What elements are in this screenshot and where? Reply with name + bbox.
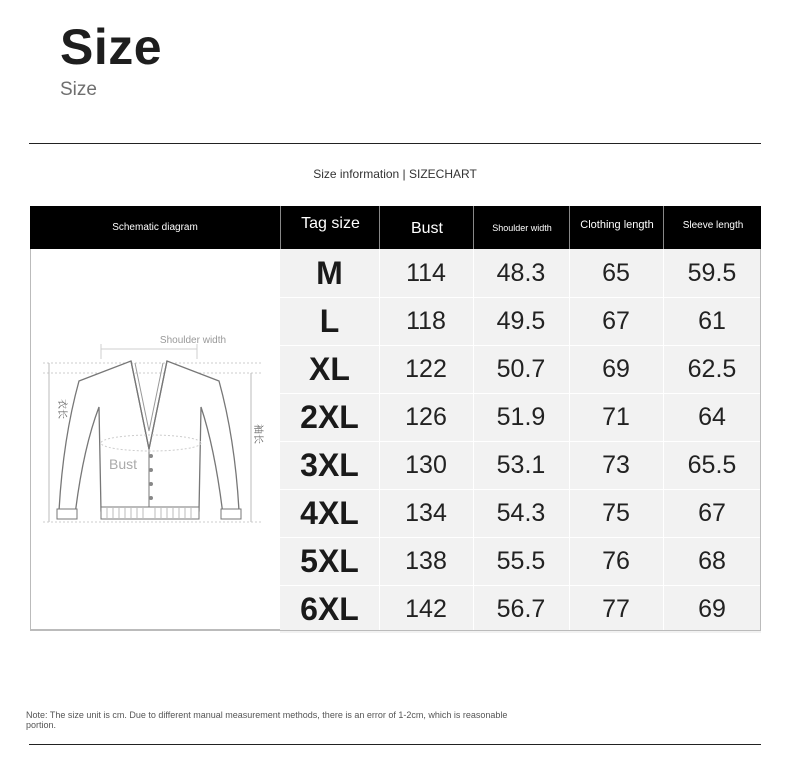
measurement-cell: 130	[405, 450, 447, 479]
tag-size-cell: XL	[309, 350, 350, 387]
row-divider	[280, 297, 761, 298]
column-divider	[379, 249, 380, 631]
column-header-bust: Bust	[379, 206, 474, 250]
table-row	[280, 249, 761, 297]
measurement-cell: 73	[602, 450, 630, 479]
size-table-body	[280, 249, 761, 631]
table-header	[30, 206, 761, 249]
bust-label: Bust	[109, 456, 138, 472]
measurement-cell: 65.5	[687, 450, 737, 479]
measurement-cell: 51.9	[496, 402, 546, 431]
tag-size-cell: M	[316, 254, 343, 291]
schematic-diagram	[30, 249, 281, 630]
tag-size-cell: 3XL	[300, 446, 359, 483]
column-header-shoulder-width: Shoulder width	[473, 206, 570, 249]
measurement-cell: 55.5	[496, 546, 546, 575]
measurement-cell: 76	[602, 546, 630, 575]
section-caption: Size information | SIZECHART	[313, 167, 477, 181]
tag-size-cell: 6XL	[300, 590, 359, 627]
table-border-bottom	[30, 630, 761, 631]
measurement-cell: 48.3	[496, 258, 546, 287]
measurement-cell: 59.5	[687, 258, 737, 287]
table-row	[280, 393, 761, 441]
measurement-cell: 53.1	[496, 450, 546, 479]
table-row	[280, 297, 761, 345]
measurement-cell: 122	[405, 354, 447, 383]
tag-size-cell: 4XL	[300, 494, 359, 531]
table-row	[280, 489, 761, 537]
measurement-cell: 77	[602, 594, 630, 623]
measurement-cell: 118	[406, 306, 446, 335]
page-title: Size	[60, 19, 163, 75]
tag-size-cell: 2XL	[300, 398, 359, 435]
cardigan-diagram-icon	[31, 249, 280, 629]
measurement-cell: 114	[406, 258, 446, 287]
measurement-cell: 65	[602, 258, 630, 287]
row-divider	[280, 345, 761, 346]
top-divider	[29, 143, 761, 144]
measurement-cell: 138	[405, 546, 447, 575]
row-divider	[280, 393, 761, 394]
row-divider	[280, 441, 761, 442]
tag-size-cell: 5XL	[300, 542, 359, 579]
table-row	[280, 537, 761, 585]
measurement-cell: 67	[698, 498, 726, 527]
measurement-cell: 54.3	[496, 498, 546, 527]
column-divider	[473, 249, 474, 631]
sleeve-length-label: 袖长	[252, 424, 263, 444]
row-divider	[280, 537, 761, 538]
measurement-cell: 126	[405, 402, 447, 431]
measurement-cell: 75	[602, 498, 630, 527]
column-divider	[663, 249, 664, 631]
measurement-cell: 62.5	[687, 354, 737, 383]
column-header-clothing-length: Clothing length	[569, 206, 664, 249]
bottom-divider	[29, 744, 761, 745]
row-divider	[280, 489, 761, 490]
measurement-cell: 61	[698, 306, 726, 335]
page-subtitle: Size	[60, 79, 97, 100]
tag-size-cell: L	[319, 302, 340, 339]
table-row	[280, 345, 761, 393]
column-header-sleeve-length: Sleeve length	[663, 206, 762, 249]
shoulder-width-label: Shoulder width	[159, 335, 227, 346]
measurement-cell: 56.7	[496, 594, 546, 623]
measurement-cell: 50.7	[496, 354, 546, 383]
measurement-cell: 134	[405, 498, 447, 527]
table-row	[280, 585, 761, 633]
measurement-cell: 49.5	[496, 306, 546, 335]
column-header-tag-size: Tag size	[280, 206, 380, 249]
table-border-right	[760, 249, 761, 631]
clothing-length-label: 衣长	[56, 399, 67, 419]
measurement-cell: 71	[602, 402, 630, 431]
measurement-note: Note: The size unit is cm. Due to different manual measurement methods, there is an error of 1-2cm, which is reasonable portion.	[26, 710, 508, 730]
measurement-cell: 67	[602, 306, 630, 335]
measurement-cell: 64	[698, 402, 726, 431]
row-divider	[280, 585, 761, 586]
column-divider	[569, 249, 570, 631]
measurement-cell: 69	[602, 354, 630, 383]
column-header-schematic: Schematic diagram	[112, 222, 198, 233]
table-row	[280, 441, 761, 489]
measurement-cell: 69	[698, 594, 726, 623]
measurement-cell: 68	[698, 546, 726, 575]
measurement-cell: 142	[405, 594, 447, 623]
